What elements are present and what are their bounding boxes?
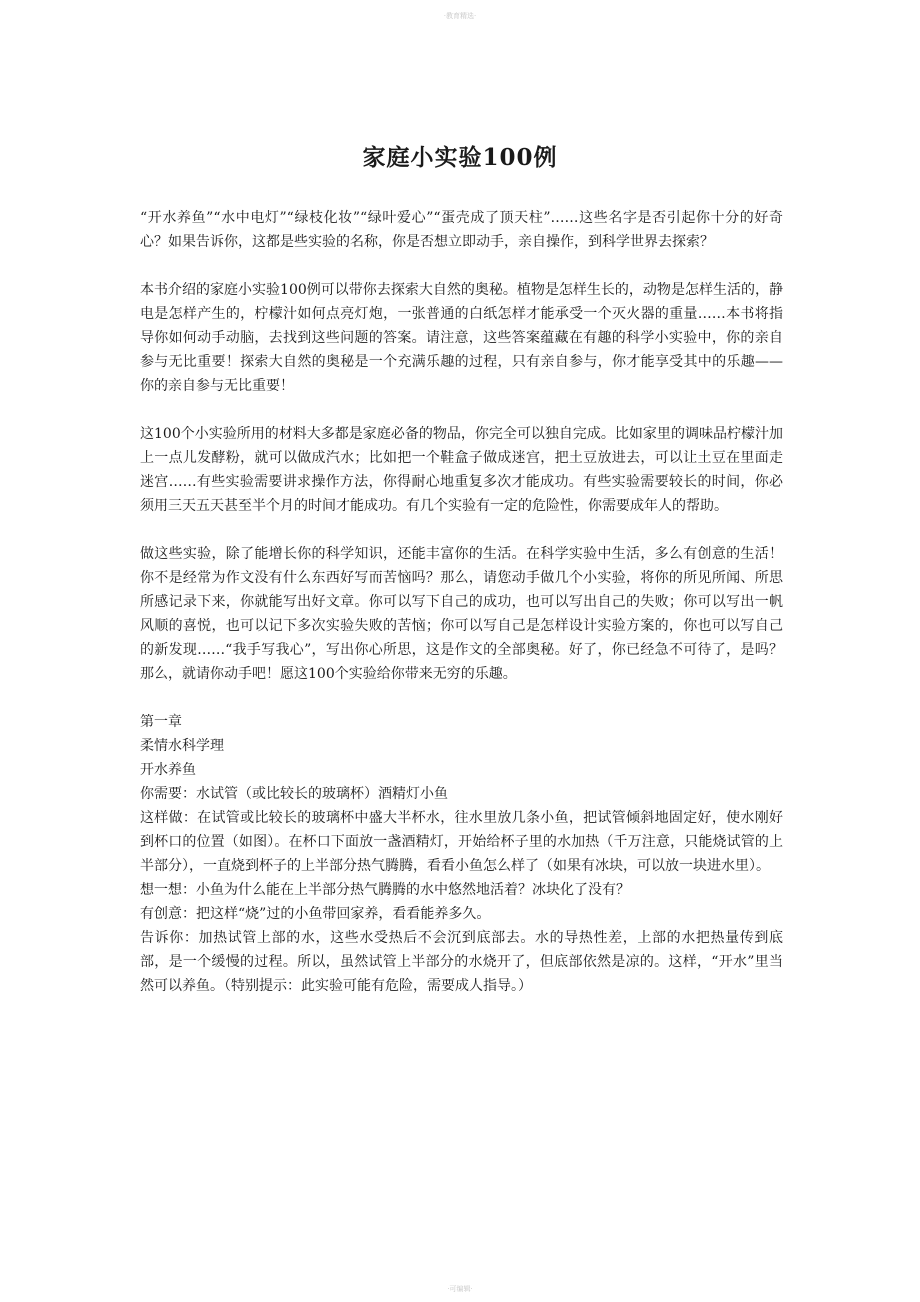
intro-paragraph-2: 本书介绍的家庭小实验100例可以带你去探索大自然的奥秘。植物是怎样生长的，动物是怎样生活的，静电是怎样产生的，柠檬汁如何点亮灯炮，一张普通的白纸怎样才能承受一个灭火器的重量……本书将指导你如何动手动脑，去找到这些问题的答案。请注意，这些答案蕴藏在有趣的科学小实验中，你的亲自参与无比重要！探索大自然的奥秘是一个充满乐趣的过程，只有亲自参与，你才能享受其中的乐趣——你的亲自参与无比重要！: [140, 282, 783, 394]
document-title: 家庭小实验100例: [362, 144, 558, 171]
intro-paragraph-1: “开水养鱼”“水中电灯”“绿枝化妆”“绿叶爱心”“蛋壳成了顶天柱”……这些名字是否引起你十分的好奇心？如果告诉你，这都是些实验的名称，你是否想立即动手，亲自操作，到科学世界去探索？: [140, 210, 783, 250]
materials-line: 你需要：水试管（或比较长的玻璃杯）酒精灯小鱼: [140, 786, 448, 802]
chapter-section: [140, 710, 783, 998]
procedure-line: 这样做：在试管或比较长的玻璃杯中盛大半杯水，往水里放几条小鱼，把试管倾斜地固定好，使水刚好到杯口的位置（如图）。在杯口下面放一盏酒精灯，开始给杯子里的水加热（千万注意，只能烧试管的上半部分），一直烧到杯子的上半部分热气腾腾，看看小鱼怎么样了（如果有冰块，可以放一块进水里）。: [140, 810, 783, 874]
header-watermark: ·教育精选·: [443, 12, 477, 20]
document-body: [140, 206, 783, 998]
think-line: 想一想：小鱼为什么能在上半部分热气腾腾的水中悠然地活着？冰块化了没有？: [140, 882, 630, 898]
experiment-title: 开水养鱼: [140, 762, 196, 778]
intro-paragraph-4: 做这些实验，除了能增长你的科学知识，还能丰富你的生活。在科学实验中生活，多么有创意的生活！你不是经常为作文没有什么东西好写而苦恼吗？那么，请您动手做几个小实验，将你的所见所闻、所思所感记录下来，你就能写出好文章。你可以写下自己的成功，也可以写出自己的失败；你可以写出一帆风顺的喜悦，也可以记下多次实验失败的苦恼；你可以写自己是怎样设计实验方案的，你也可以写自己的新发现……“我手写我心”，写出你心所思，这是作文的全部奥秘。好了，你已经急不可待了，是吗？那么，就请你动手吧！愿这100个实验给你带来无穷的乐趣。: [140, 546, 783, 682]
chapter-name: 柔情水科学理: [140, 738, 224, 754]
creative-line: 有创意：把这样“烧”过的小鱼带回家养，看看能养多久。: [140, 906, 491, 922]
footer-watermark: ·可编辑·: [447, 1285, 473, 1293]
chapter-number: 第一章: [140, 714, 182, 730]
explanation-line: 告诉你：加热试管上部的水，这些水受热后不会沉到底部去。水的导热性差，上部的水把热量传到底部，是一个缓慢的过程。所以，虽然试管上半部分的水烧开了，但底部依然是凉的。这样，“开水”里当然可以养鱼。（特别提示：此实验可能有危险，需要成人指导。）: [140, 930, 783, 994]
intro-paragraph-3: 这100个小实验所用的材料大多都是家庭必备的物品，你完全可以独自完成。比如家里的调味品柠檬汁加上一点儿发酵粉，就可以做成汽水；比如把一个鞋盒子做成迷宫，把土豆放进去，可以让土豆在里面走迷宫……有些实验需要讲求操作方法，你得耐心地重复多次才能成功。有些实验需要较长的时间，你必须用三天五天甚至半个月的时间才能成功。有几个实验有一定的危险性，你需要成年人的帮助。: [140, 426, 783, 514]
